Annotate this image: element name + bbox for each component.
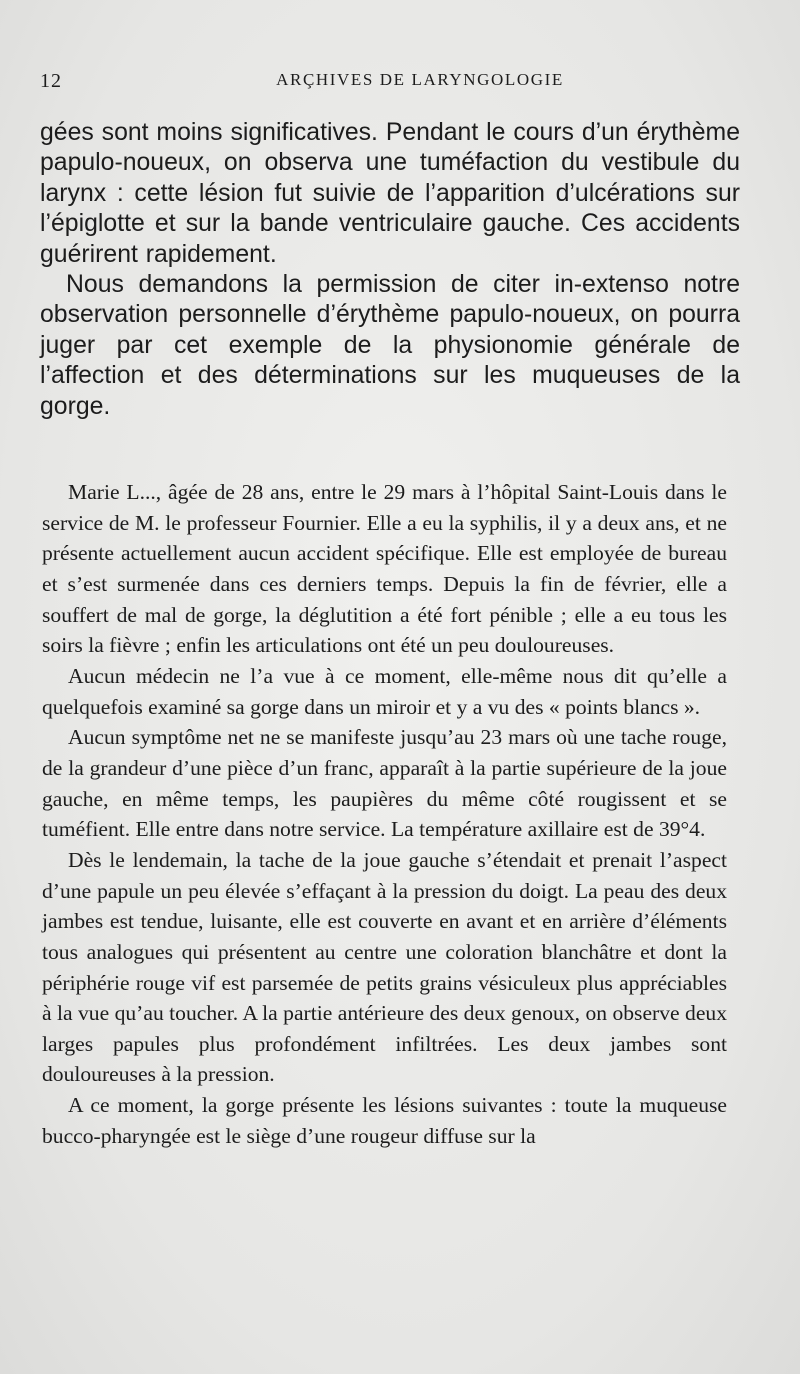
intro-paragraph: gées sont moins significatives. Pendant le cours d’un érythème papulo-noueux, on observa une tuméfaction du vestibule du larynx : cette lésion fut suivie de l’apparition d’ulcérations sur l’épiglotte et sur la bande ventriculaire gauche. Ces accidents guérirent rapidement.	[40, 119, 740, 268]
observation-paragraph: Marie L..., âgée de 28 ans, entre le 29 mars à l’hôpital Saint-Louis dans le service de M. le professeur Fournier. Elle a eu la syphilis, il y a deux ans, et ne présente actuellement aucun accident spécifique. Elle est employée de bureau et s’est surmenée dans ces derniers temps. Depuis la fin de février, elle a souffert de mal de gorge, la déglutition a été fort pénible ; elle a eu tous les soirs la fièvre ; enfin les articulations ont été un peu douloureuses.	[42, 480, 727, 658]
observation-text	[42, 477, 727, 1151]
observation-paragraph: Aucun médecin ne l’a vue à ce moment, elle-même nous dit qu’elle a quelquefois examiné sa gorge dans un miroir et y a vu des « points blancs ».	[42, 663, 727, 719]
intro-text	[40, 118, 740, 422]
page-header	[40, 70, 740, 100]
observation-paragraph: Aucun symptôme net ne se manifeste jusqu’au 23 mars où une tache rouge, de la grandeur d’une pièce d’un franc, apparaît à la partie supérieure de la joue gauche, en même temps, les paupières du même côté rougissent et se tuméfient. Elle entre dans notre service. La température axillaire est de 39°4.	[42, 725, 727, 842]
intro-paragraph: Nous demandons la permission de citer in-extenso notre observation personnelle d’érythème papulo-noueux, on pourra juger par cet exemple de la physionomie générale de l’affection et des déterminations sur les muqueuses de la gorge.	[40, 271, 740, 420]
observation-paragraph: Dès le lendemain, la tache de la joue gauche s’étendait et prenait l’aspect d’une papule un peu élevée s’effaçant à la pression du doigt. La peau des deux jambes est tendue, luisante, elle est couverte en avant et en arrière d’éléments tous analogues qui présentent au centre une coloration blanchâtre et dont la périphérie rouge vif est parsemée de petits grains vésiculeux plus appréciables à la vue qu’au toucher. A la partie antérieure des deux genoux, on observe deux larges papules plus profondément infiltrées. Les deux jambes sont douloureuses à la pression.	[42, 847, 727, 1087]
running-head: ARÇHIVES DE LARYNGOLOGIE	[276, 70, 564, 89]
page-number: 12	[40, 70, 62, 92]
observation-paragraph: A ce moment, la gorge présente les lésions suivantes : toute la muqueuse bucco-pharyngée est le siège d’une rougeur diffuse sur la	[42, 1093, 727, 1148]
